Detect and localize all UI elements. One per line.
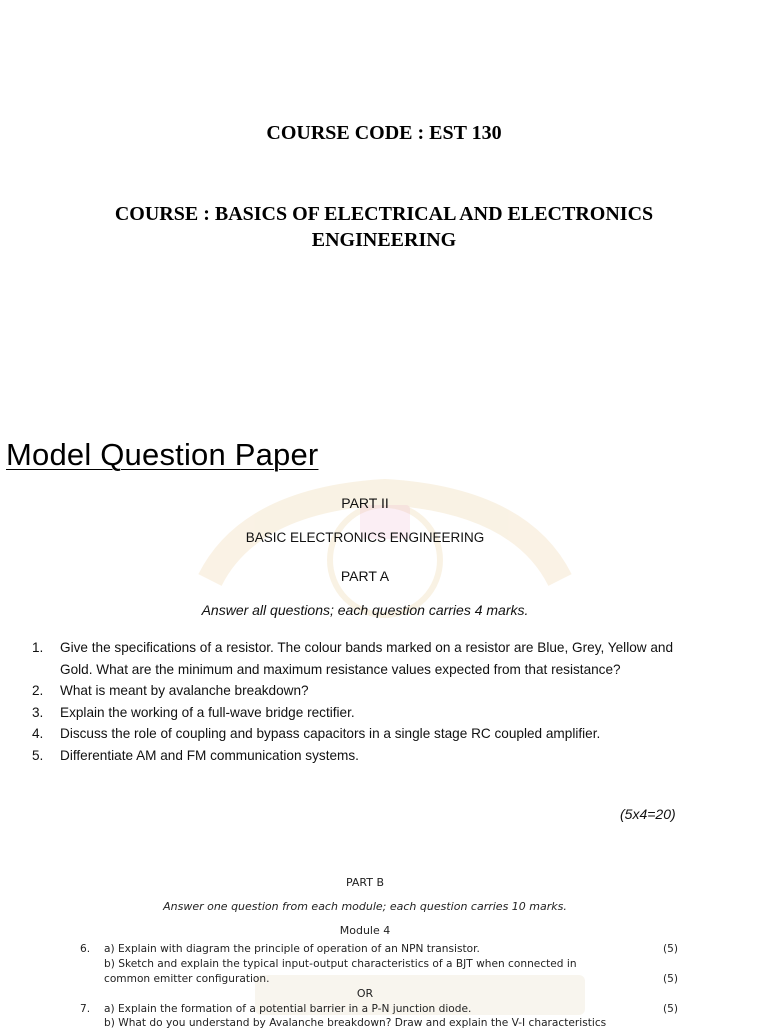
question-marks: (5)	[662, 973, 678, 985]
question-text: Explain the working of a full-wave bridge rectifier.	[60, 704, 355, 720]
question-text: a) Explain the formation of a potential barrier in a P-N junction diode.	[104, 1003, 472, 1015]
module-title: Module 4	[339, 924, 391, 937]
section-title: Model Question Paper	[6, 437, 319, 472]
part-b-title: PART B	[345, 876, 385, 889]
question-text: b) What do you understand by Avalanche breakdown? Draw and explain the V-I characteristics	[104, 1017, 607, 1029]
or-separator: OR	[356, 987, 374, 1000]
question-text: common emitter configuration.	[104, 973, 270, 985]
question-text: Discuss the role of coupling and bypass capacitors in a single stage RC coupled amplifier.	[60, 726, 601, 741]
course-title-line1: COURSE : BASICS OF ELECTRICAL AND ELECTRONICS	[114, 203, 654, 225]
question-marks: (5)	[662, 943, 678, 955]
part-a-title: PART A	[340, 568, 390, 584]
question-item	[32, 680, 692, 702]
question-number: 7.	[80, 1003, 91, 1015]
question-number: 5.	[32, 747, 44, 763]
part-label: PART II	[341, 495, 389, 511]
question-number: 2.	[32, 683, 44, 698]
question-text: Give the specifications of a resistor. The colour bands marked on a resistor are Blue, Grey, Yellow and Gold. What are the minimum and maximum resistance values expected from that resistance?	[60, 640, 674, 677]
question-item	[32, 637, 692, 680]
question-item	[32, 702, 692, 724]
question-number: 6.	[80, 943, 91, 955]
question-text: b) Sketch and explain the typical input-output characteristics of a BJT when connected in	[104, 958, 577, 970]
part-a-questions	[32, 637, 692, 766]
part-a-instruction: Answer all questions; each question carries 4 marks.	[201, 602, 529, 618]
question-number: 4.	[32, 726, 44, 741]
question-text: Differentiate AM and FM communication systems.	[60, 747, 359, 763]
question-item	[32, 723, 692, 745]
part-b-instruction: Answer one question from each module; each question carries 10 marks.	[163, 900, 567, 913]
part-a-marks: (5x4=20)	[620, 806, 676, 822]
course-code: COURSE CODE : EST 130	[266, 122, 502, 144]
course-title-line2: ENGINEERING	[311, 229, 457, 251]
subject-title: BASIC ELECTRONICS ENGINEERING	[245, 530, 485, 545]
question-text: a) Explain with diagram the principle of operation of an NPN transistor.	[104, 943, 480, 955]
question-number: 3.	[32, 704, 44, 720]
question-text: What is meant by avalanche breakdown?	[60, 683, 309, 698]
question-number: 1.	[32, 640, 44, 655]
question-item	[32, 745, 692, 767]
question-marks: (5)	[662, 1003, 678, 1015]
